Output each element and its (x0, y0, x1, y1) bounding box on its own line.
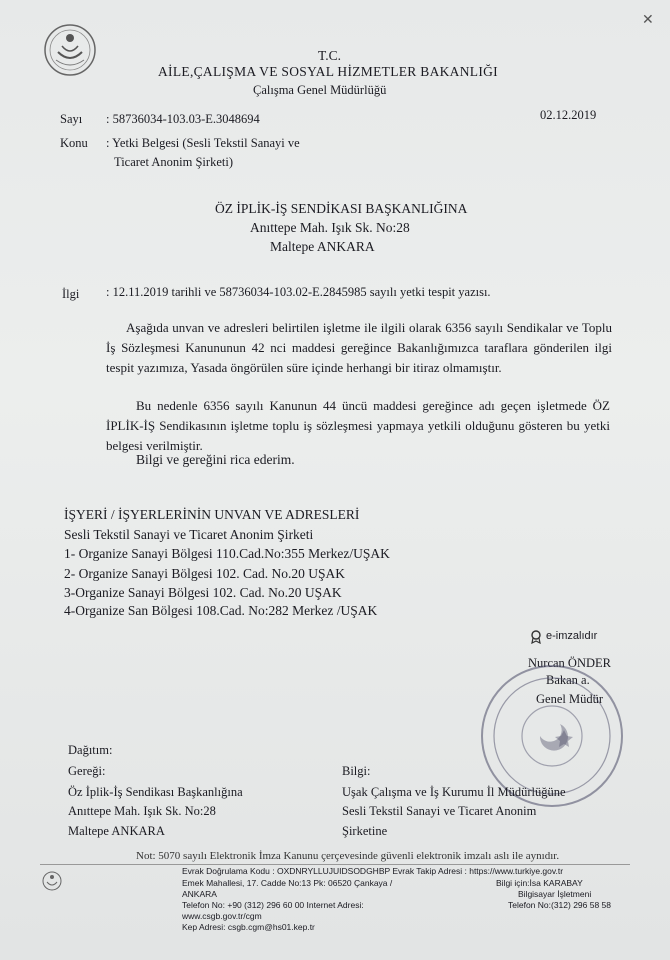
signer-line2: Bakan a. (546, 673, 590, 687)
footer-divider (40, 864, 630, 865)
header-tc: T.C. (318, 48, 341, 63)
recipient-line2: Anıttepe Mah. Işık Sk. No:28 (250, 220, 410, 235)
bilgi-label: Bilgi: (342, 764, 371, 778)
bilgi-line: Sesli Tekstil Sanayi ve Ticaret Anonim (342, 804, 537, 818)
signer-title: Genel Müdür (536, 692, 603, 706)
signer-name: Nurcan ÖNDER (528, 656, 611, 670)
recipient-line3: Maltepe ANKARA (270, 239, 375, 254)
workplaces-company: Sesli Tekstil Sanayi ve Ticaret Anonim Şirketi (64, 527, 314, 542)
recipient-line1: ÖZ İPLİK-İŞ SENDİKASI BAŞKANLIĞINA (215, 201, 468, 216)
geregi-label: Gereği: (68, 764, 106, 778)
footer-address2: ANKARA (182, 889, 217, 899)
ministry-logo-icon (42, 22, 98, 78)
e-signature-label: e-imzalıdır (546, 630, 598, 642)
header-department: Çalışma Genel Müdürlüğü (253, 83, 387, 97)
geregi-line: Maltepe ANKARA (68, 824, 165, 838)
footer-kep: Kep Adresi: csgb.cgm@hs01.kep.tr (182, 922, 315, 932)
footer-contact1: Bilgi için:İsa KARABAY (496, 878, 583, 888)
header-ministry: AİLE,ÇALIŞMA VE SOSYAL HİZMETLER BAKANLIĞI (158, 64, 498, 79)
workplaces-heading: İŞYERİ / İŞYERLERİNİN UNVAN VE ADRESLERİ (64, 507, 360, 522)
ilgi-label: İlgi (62, 287, 80, 301)
ilgi-text: : 12.11.2019 tarihli ve 58736034-103.02-E.2845985 sayılı yetki tespit yazısı. (106, 285, 491, 299)
workplace-item: 1- Organize Sanayi Bölgesi 110.Cad.No:355 Merkez/UŞAK (64, 546, 390, 561)
bilgi-line: Uşak Çalışma ve İş Kurumu İl Müdürlüğüne (342, 785, 566, 799)
body-paragraph-3: Bilgi ve gereğini rica ederim. (136, 452, 295, 467)
close-icon[interactable]: ✕ (642, 12, 654, 28)
sayi-label: Sayı (60, 112, 83, 126)
footer-phone: Telefon No: +90 (312) 296 60 00 Internet Adresi: (182, 900, 364, 910)
footer-evrak: Evrak Doğrulama Kodu : OXDNRYLLUJUIDSODGHBP Evrak Takip Adresi : https://www.turkiye.gov.tr (182, 866, 564, 876)
body-paragraph-2: Bu nedenle 6356 sayılı Kanunun 44 üncü maddesi gereğince adı geçen işletmede ÖZ İPLİK-İŞ Sendikasının işletme toplu iş sözleşmesi yapmaya yetkili olduğunu gösteren bu yetki belgesi verilmiştir. (106, 398, 610, 453)
footer-note: Not: 5070 sayılı Elektronik İmza Kanunu çerçevesinde güvenli elektronik imzalı aslı ile aynıdır. (136, 850, 560, 862)
footer-contact2: Bilgisayar İşletmeni (518, 889, 592, 899)
footer-logo-icon (42, 868, 74, 894)
geregi-line: Öz İplik-İş Sendikası Başkanlığına (68, 785, 243, 799)
document-date: 02.12.2019 (540, 108, 597, 122)
body-paragraph-1: Aşağıda unvan ve adresleri belirtilen işletme ile ilgili olarak 6356 sayılı Sendikalar ve Toplu İş Sözleşmesi Kanununun 42 nci maddesi gereğince Bakanlığımızca taraflara gönderilen ilgi tespit yazımıza, Yasada öngörülen süre içinde herhangi bir itiraz olmamıştır. (106, 320, 612, 375)
konu-line2: Ticaret Anonim Şirketi) (114, 155, 233, 169)
footer-contact3: Telefon No:(312) 296 58 58 (508, 900, 612, 910)
workplace-item: 2- Organize Sanayi Bölgesi 102. Cad. No.20 UŞAK (64, 566, 345, 581)
workplace-item: 4-Organize San Bölgesi 108.Cad. No:282 Merkez /UŞAK (64, 603, 378, 618)
footer-address1: Emek Mahallesi, 17. Cadde No:13 Pk: 06520 Çankaya / (182, 878, 393, 888)
workplace-item: 3-Organize Sanayi Bölgesi 102. Cad. No.20 UŞAK (64, 585, 342, 600)
e-signature-icon (530, 630, 542, 644)
footer-web: www.csgb.gov.tr/cgm (182, 911, 262, 921)
konu-line1: : Yetki Belgesi (Sesli Tekstil Sanayi ve (106, 136, 300, 150)
geregi-line: Anıttepe Mah. Işık Sk. No:28 (68, 804, 216, 818)
konu-label: Konu (60, 136, 88, 150)
sayi-value: : 58736034-103.03-E.3048694 (106, 112, 260, 126)
distribution-label: Dağıtım: (68, 743, 113, 757)
bilgi-line: Şirketine (342, 824, 388, 838)
